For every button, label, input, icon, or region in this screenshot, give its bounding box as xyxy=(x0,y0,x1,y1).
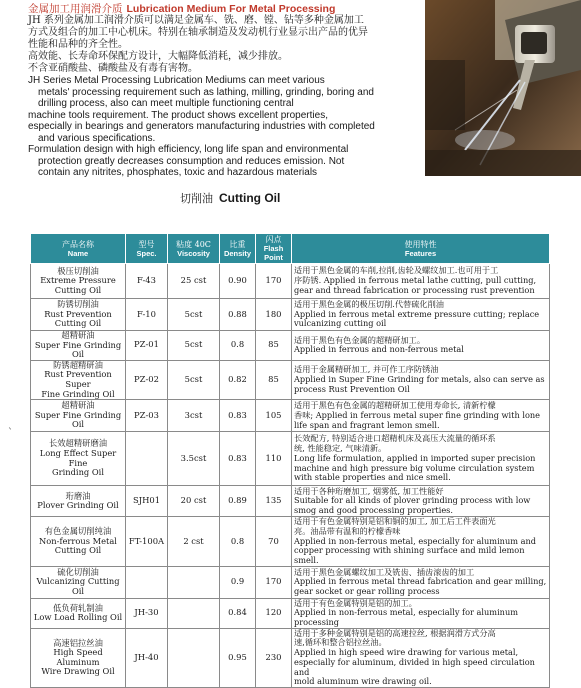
cell-viscosity: 5cst xyxy=(168,299,220,331)
section-title-cn: 切削油 xyxy=(180,192,213,205)
title-en: Lubrication Medium For Metal Processing xyxy=(126,3,336,15)
cell-name: 防锈超精研油 Rust Prevention Super Fine Grinding Oil xyxy=(31,360,126,399)
machining-photo-illustration xyxy=(425,0,581,176)
cell-name: 低负荷轧制油 Low Load Rolling Oil xyxy=(31,598,126,628)
table-row xyxy=(31,432,550,486)
section-title-en: Cutting Oil xyxy=(219,191,281,205)
table-body xyxy=(31,264,550,688)
intro-en-line: metals' processing requirement such as lathing, milling, grinding, boring and xyxy=(38,86,374,98)
header-name: 产品名称 Name xyxy=(31,234,126,264)
header-viscosity: 粘度 40C Viscosity xyxy=(168,234,220,264)
intro-cn-line: 不含亚硝酸盐、磷酸盐及有毒有害物。 xyxy=(28,63,198,74)
cell-viscosity xyxy=(168,598,220,628)
cell-density: 0.83 xyxy=(220,400,256,432)
cell-viscosity: 5cst xyxy=(168,331,220,361)
intro-block xyxy=(28,3,428,179)
table-row xyxy=(31,360,550,399)
cell-features: 适用于有色金属特别是铝和铜的加工, 加工后工件表面光 亮。油品带有温和的柠檬香味 Applied in non-ferrous metal, especially for aluminum and copper processing with shining surface and mild lemon smell. xyxy=(292,517,550,567)
table-row xyxy=(31,331,550,361)
cell-viscosity: 3cst xyxy=(168,400,220,432)
cell-density: 0.8 xyxy=(220,517,256,567)
cell-features: 长效配方, 特别适合进口超精机床及高压大流量的循环系 统, 性能稳定, 气味清新。 Long life formulation, applied in imported super precision machine and high pressure big volume circulation system with stable properties and nice smell. xyxy=(292,432,550,486)
page-title xyxy=(28,3,428,15)
cell-spec: PZ-01 xyxy=(126,331,168,361)
cell-density: 0.88 xyxy=(220,299,256,331)
section-title xyxy=(180,190,280,206)
intro-en-line: protection greatly decreases consumption and reduces emission. Not xyxy=(38,155,345,167)
intro-cn-line: 方式及组合的加工中心机床。特别在轴承制造及发动机行业显示出产品的优异 xyxy=(28,27,368,38)
cell-flash-point: 170 xyxy=(256,566,292,598)
cell-flash-point: 180 xyxy=(256,299,292,331)
cell-flash-point: 105 xyxy=(256,400,292,432)
cell-spec: JH-40 xyxy=(126,628,168,687)
title-cn: 金属加工用润滑介质 xyxy=(28,3,123,15)
table-row xyxy=(31,486,550,517)
cell-features: 适用于黑色有色金属的超精研加工。 Applied in ferrous and non-ferrous metal xyxy=(292,331,550,361)
cell-density: 0.83 xyxy=(220,432,256,486)
intro-en-line: Formulation design with high efficiency, long life span and environmental xyxy=(28,144,349,155)
cell-spec: F-43 xyxy=(126,264,168,299)
table-row xyxy=(31,566,550,598)
cell-spec: JH-30 xyxy=(126,598,168,628)
cell-viscosity xyxy=(168,628,220,687)
cell-density: 0.8 xyxy=(220,331,256,361)
header-features: 使用特性 Features xyxy=(292,234,550,264)
cell-density: 0.89 xyxy=(220,486,256,517)
cell-density: 0.9 xyxy=(220,566,256,598)
cell-name: 珩磨油 Plover Grinding Oil xyxy=(31,486,126,517)
cell-spec xyxy=(126,432,168,486)
intro-cn-line: 高效能、长寿命环保配方设计，大幅降低消耗，减少排放。 xyxy=(28,51,288,62)
intro-cn-line: JH 系列金属加工润滑介质可以满足金属车、铣、磨、镗、钻等多种金属加工 xyxy=(28,15,364,26)
cell-flash-point: 85 xyxy=(256,331,292,361)
header-flash-point: 闪点 Flash Point xyxy=(256,234,292,264)
cell-features: 适用于有色金属特别是铝的加工。 Applied in non-ferrous metal, especially for aluminum processing xyxy=(292,598,550,628)
cell-spec: FT-100A xyxy=(126,517,168,567)
intro-en-line: contain any nitrites, phosphates, toxic and hazardous materials xyxy=(38,167,318,178)
cell-name: 长效超精研磨油 Long Effect Super Fine Grinding Oil xyxy=(31,432,126,486)
margin-mark: ˋ xyxy=(8,428,13,439)
header-density: 比重 Density xyxy=(220,234,256,264)
cell-name: 高速铝拉丝油 High Speed Aluminum Wire Drawing Oil xyxy=(31,628,126,687)
table-header-row xyxy=(31,234,550,264)
cell-features: 适用于金属精研加工, 并可作工序防锈油 Applied in Super Fine Grinding for metals, also can serve as process Rust Prevention Oil xyxy=(292,360,550,399)
machining-photo xyxy=(425,0,581,176)
cell-flash-point: 230 xyxy=(256,628,292,687)
cell-density: 0.90 xyxy=(220,264,256,299)
product-table xyxy=(30,233,550,688)
cell-features: 适用于黑色金属的车削,拉削,齿轮及螺纹加工.也可用于工 序防锈. Applied in ferrous metal lathe cutting, pull cutting, gear and thread fabrication or processing rust prevention xyxy=(292,264,550,299)
cell-density: 0.95 xyxy=(220,628,256,687)
table-row xyxy=(31,400,550,432)
cell-features: 适用于黑色有色金属的超精研加工使用寿命长, 清新柠檬 香味; Applied in ferrous metal super fine grinding with lone life span and fragrant lemon smell. xyxy=(292,400,550,432)
table-row xyxy=(31,517,550,567)
cell-flash-point: 135 xyxy=(256,486,292,517)
cell-viscosity: 25 cst xyxy=(168,264,220,299)
cell-density: 0.84 xyxy=(220,598,256,628)
cell-name: 硫化切削油 Vulcanizing Cutting Oil xyxy=(31,566,126,598)
cell-viscosity xyxy=(168,566,220,598)
cell-features: 适用于多种金属特别是铝的高速拉丝, 根据润滑方式分高 速,循环和整合铝拉丝油。 Applied in high speed wire drawing for various metal, especially for aluminum, divided in high speed circulation and mold aluminum wire drawing oil. xyxy=(292,628,550,687)
cell-name: 超精研油 Super Fine Grinding Oil xyxy=(31,400,126,432)
intro-cn-line: 性能和品种的齐全性。 xyxy=(28,39,128,50)
cell-viscosity: 5cst xyxy=(168,360,220,399)
intro-en-line: especially in bearings and generators manufacturing industries with completed xyxy=(28,121,375,132)
cell-density: 0.82 xyxy=(220,360,256,399)
cell-flash-point: 70 xyxy=(256,517,292,567)
cell-name: 超精研油 Super Fine Grinding Oil xyxy=(31,331,126,361)
cell-spec: PZ-03 xyxy=(126,400,168,432)
cell-flash-point: 120 xyxy=(256,598,292,628)
intro-en-line: drilling process, also can meet multiple functioning central xyxy=(38,98,294,109)
cell-flash-point: 85 xyxy=(256,360,292,399)
table-row xyxy=(31,598,550,628)
cell-name: 极压切削油 Extreme Pressure Cutting Oil xyxy=(31,264,126,299)
table-row xyxy=(31,299,550,331)
intro-en-line: JH Series Metal Processing Lubrication Mediums can meet various xyxy=(28,75,325,86)
cell-features: 适用于黑色金属螺纹加工及铣齿、插齿滚齿的加工 Applied in ferrous metal thread fabrication and gear milling, gear socket or gear rolling process xyxy=(292,566,550,598)
cell-spec: F-10 xyxy=(126,299,168,331)
cell-flash-point: 170 xyxy=(256,264,292,299)
cell-spec: SJH01 xyxy=(126,486,168,517)
intro-en-line: and various specifications. xyxy=(38,132,156,144)
table-row xyxy=(31,264,550,299)
cell-features: 适用于各种珩磨加工, 烟雾低, 加工性能好 Suitable for all kinds of plover grinding process with low smog and good processing properties. xyxy=(292,486,550,517)
cell-spec: PZ-02 xyxy=(126,360,168,399)
cell-flash-point: 110 xyxy=(256,432,292,486)
cell-name: 防锈切削油 Rust Prevention Cutting Oil xyxy=(31,299,126,331)
cell-viscosity: 2 cst xyxy=(168,517,220,567)
cell-spec xyxy=(126,566,168,598)
intro-en-line: machine tools requirement. The product shows excellent properties, xyxy=(28,109,328,121)
cell-features: 适用于黑色金属的极压切削.代替硫化削油 Applied in ferrous metal extreme pressure cutting; replace vulcanizing cutting oil xyxy=(292,299,550,331)
cell-viscosity: 20 cst xyxy=(168,486,220,517)
table-row xyxy=(31,628,550,687)
header-spec: 型号 Spec. xyxy=(126,234,168,264)
cell-name: 有色金属切削纯油 Non-ferrous Metal Cutting Oil xyxy=(31,517,126,567)
cell-viscosity: 3.5cst xyxy=(168,432,220,486)
